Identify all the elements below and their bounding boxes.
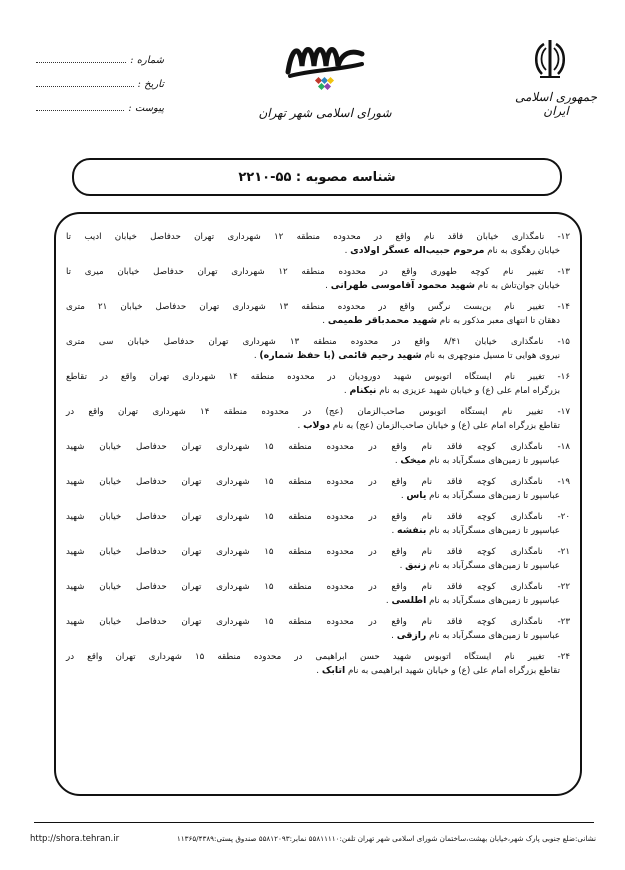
resolution-item-24: ۲۴- تغییر نام ایستگاه اتوبوس شهید حسن ابراهیمی در محدوده منطقه ۱۵ شهرداری تهران واقع در تقاطع بزرگراه امام علی (ع) و خیابان شهید ابراهیمی به نام اتابک . [66, 652, 570, 676]
item-name: نیکنام [349, 385, 377, 396]
resolution-item-23: ۲۳- نامگذاری کوچه فاقد نام واقع در محدوده منطقه ۱۵ شهرداری تهران حدفاصل خیابان شهید عباسپور تا زمین‌های مسگرآباد به نام رازقی . [66, 617, 571, 641]
meta-number-label: شماره : [130, 55, 164, 66]
resolution-item-13: ۱۳- تغییر نام کوچه طهوری واقع در محدوده منطقه ۱۲ شهرداری تهران حدفاصل خیابان میری تا خیابان جوان‌تاش به نام شهید محمود آقاموسی طهرانی . [66, 267, 570, 291]
item-text-cont: خیابان رهگوی به نام [487, 246, 560, 256]
meta-attachment-label: پیوست : [128, 103, 164, 114]
meta-number-blank [36, 52, 126, 63]
item-text: ۱۷- تغییر نام ایستگاه اتوبوس صاحب‌الزمان (عج) در محدوده منطقه ۱۴ شهرداری تهران واقع در [66, 407, 570, 417]
item-text-cont: دهقان تا انتهای معبر مذکور به نام [439, 316, 560, 326]
resolution-item-21: ۲۱- نامگذاری کوچه فاقد نام واقع در محدوده منطقه ۱۵ شهرداری تهران حدفاصل خیابان شهید عباسپور تا زمین‌های مسگرآباد به نام زنبق . [66, 547, 571, 571]
item-name: بنفشه [397, 525, 427, 536]
resolution-id-box [72, 158, 562, 196]
item-text-cont: عباسپور تا زمین‌های مسگرآباد به نام [429, 596, 560, 606]
item-text: ۱۶- تغییر نام ایستگاه اتوبوس شهید دورودیان در محدوده منطقه ۱۴ شهرداری تهران واقع در تقاطع [66, 372, 570, 382]
item-text-cont: خیابان جوان‌تاش به نام [477, 281, 560, 291]
item-text-cont: عباسپور تا زمین‌های مسگرآباد به نام [429, 561, 560, 571]
item-name: شهید محمدباقر طمیمی [327, 315, 437, 326]
resolution-item-19: ۱۹- نامگذاری کوچه فاقد نام واقع در محدوده منطقه ۱۵ شهرداری تهران حدفاصل خیابان شهید عباسپور تا زمین‌های مسگرآباد به نام یاس . [66, 477, 571, 501]
item-text: ۱۲- نامگذاری خیابان فاقد نام واقع در محدوده منطقه ۱۲ شهرداری تهران حدفاصل خیابان ادیب تا [66, 232, 570, 242]
resolution-item-12: ۱۲- نامگذاری خیابان فاقد نام واقع در محدوده منطقه ۱۲ شهرداری تهران حدفاصل خیابان ادیب تا خیابان رهگوی به نام مرحوم حبیب‌اله عسگر اولادی . [66, 232, 570, 256]
item-name: زنبق [405, 560, 427, 571]
footer-address: نشانی:ضلع جنوبی پارک شهر،خیابان بهشت،ساختمان شورای اسلامی شهر تهران تلفن:۵۵۸۱۱۱۱۰ نمابر:۵۵۸۱۲۰۹۳ صندوق پستی:۱۱۳۶۵/۴۳۸۹ [176, 834, 596, 843]
resolution-item-17: ۱۷- تغییر نام ایستگاه اتوبوس صاحب‌الزمان (عج) در محدوده منطقه ۱۴ شهرداری تهران واقع در تقاطع بزرگراه امام علی (ع) و خیابان صاحب‌الزمان (عج) به نام دولاب . [66, 407, 570, 431]
item-name: شهید محمود آقاموسی طهرانی [330, 280, 476, 291]
resolution-item-15: ۱۵- نامگذاری خیابان ۸/۴۱ واقع در محدوده منطقه ۱۳ شهرداری تهران حدفاصل خیابان سی متری نیروی هوایی تا مسیل منوچهری به نام شهید رحیم قائمی (با حفظ شماره) . [66, 337, 570, 361]
item-name: یاس [406, 490, 427, 501]
item-text-cont: تقاطع بزرگراه امام علی (ع) و خیابان شهید ابراهیمی به نام [347, 666, 560, 676]
item-text: ۱۳- تغییر نام کوچه طهوری واقع در محدوده منطقه ۱۲ شهرداری تهران حدفاصل خیابان میری تا [66, 267, 570, 277]
item-text-cont: بزرگراه امام علی (ع) و خیابان شهید عزیزی به نام [379, 386, 560, 396]
item-text-cont: عباسپور تا زمین‌های مسگرآباد به نام [429, 456, 560, 466]
letter-meta [36, 42, 164, 114]
item-text: ۲۱- نامگذاری کوچه فاقد نام واقع در محدوده منطقه ۱۵ شهرداری تهران حدفاصل خیابان شهید [66, 547, 571, 557]
item-text-cont: عباسپور تا زمین‌های مسگرآباد به نام [429, 491, 560, 501]
resolution-item-14: ۱۴- تغییر نام بن‌بست نرگس واقع در محدوده منطقه ۱۳ شهرداری تهران حدفاصل خیابان ۲۱ متری دهقان تا انتهای معبر مذکور به نام شهید محمدباقر طمیمی . [66, 302, 570, 326]
item-name: دولاب [303, 420, 331, 431]
resolution-items [66, 230, 570, 685]
footer-website-link[interactable]: http://shora.tehran.ir [30, 834, 120, 844]
resolution-item-18: ۱۸- نامگذاری کوچه فاقد نام واقع در محدوده منطقه ۱۵ شهرداری تهران حدفاصل خیابان شهید عباسپور تا زمین‌های مسگرآباد به نام میخک . [66, 442, 571, 466]
meta-date-blank [36, 76, 134, 87]
meta-date-label: تاریخ : [137, 79, 164, 90]
item-text: ۱۸- نامگذاری کوچه فاقد نام واقع در محدوده منطقه ۱۵ شهرداری تهران حدفاصل خیابان شهید [66, 442, 571, 452]
council-logo-icon [282, 36, 368, 94]
item-name: اطلسی [391, 595, 427, 606]
item-text-cont: نیروی هوایی تا مسیل منوچهری به نام [424, 351, 560, 361]
item-text: ۱۴- تغییر نام بن‌بست نرگس واقع در محدوده منطقه ۱۳ شهرداری تهران حدفاصل خیابان ۲۱ متری [66, 302, 570, 312]
item-text: ۲۰- نامگذاری کوچه فاقد نام واقع در محدوده منطقه ۱۵ شهرداری تهران حدفاصل خیابان شهید [66, 512, 571, 522]
meta-date [36, 66, 164, 90]
item-name: میخک [400, 455, 427, 466]
resolution-id: شناسه مصوبه : ۵۵-۲۲۱۰ [238, 169, 396, 185]
item-text: ۲۴- تغییر نام ایستگاه اتوبوس شهید حسن ابراهیمی در محدوده منطقه ۱۵ شهرداری تهران واقع در [66, 652, 570, 662]
footer-divider [34, 822, 594, 823]
item-text: ۱۵- نامگذاری خیابان ۸/۴۱ واقع در محدوده منطقه ۱۳ شهرداری تهران حدفاصل خیابان سی متری [66, 337, 570, 347]
item-text-cont: عباسپور تا زمین‌های مسگرآباد به نام [429, 526, 560, 536]
meta-number [36, 42, 164, 66]
item-name: اتابک [321, 665, 346, 676]
item-text-cont: عباسپور تا زمین‌های مسگرآباد به نام [429, 631, 560, 641]
resolution-item-20: ۲۰- نامگذاری کوچه فاقد نام واقع در محدوده منطقه ۱۵ شهرداری تهران حدفاصل خیابان شهید عباسپور تا زمین‌های مسگرآباد به نام بنفشه . [66, 512, 571, 536]
council-name: شورای اسلامی شهر تهران [258, 106, 392, 120]
resolution-item-22: ۲۲- نامگذاری کوچه فاقد نام واقع در محدوده منطقه ۱۵ شهرداری تهران حدفاصل خیابان شهید عباسپور تا زمین‌های مسگرآباد به نام اطلسی . [66, 582, 571, 606]
item-text: ۱۹- نامگذاری کوچه فاقد نام واقع در محدوده منطقه ۱۵ شهرداری تهران حدفاصل خیابان شهید [66, 477, 571, 487]
item-name: مرحوم حبیب‌اله عسگر اولادی [350, 245, 485, 256]
meta-attachment [36, 90, 164, 114]
republic-name: جمهوری اسلامی ایران [514, 90, 598, 118]
item-name: رازقی [396, 630, 427, 641]
resolution-item-16: ۱۶- تغییر نام ایستگاه اتوبوس شهید دورودیان در محدوده منطقه ۱۴ شهرداری تهران واقع در تقاطع بزرگراه امام علی (ع) و خیابان شهید عزیزی به نام نیکنام . [66, 372, 570, 396]
footer [30, 834, 596, 843]
item-text: ۲۳- نامگذاری کوچه فاقد نام واقع در محدوده منطقه ۱۵ شهرداری تهران حدفاصل خیابان شهید [66, 617, 571, 627]
meta-attachment-blank [36, 100, 124, 111]
item-text: ۲۲- نامگذاری کوچه فاقد نام واقع در محدوده منطقه ۱۵ شهرداری تهران حدفاصل خیابان شهید [66, 582, 571, 592]
item-name: شهید رحیم قائمی (با حفظ شماره) [259, 350, 422, 361]
item-text-cont: تقاطع بزرگراه امام علی (ع) و خیابان صاحب‌الزمان (عج) به نام [332, 421, 560, 431]
iran-emblem-icon [528, 36, 572, 80]
